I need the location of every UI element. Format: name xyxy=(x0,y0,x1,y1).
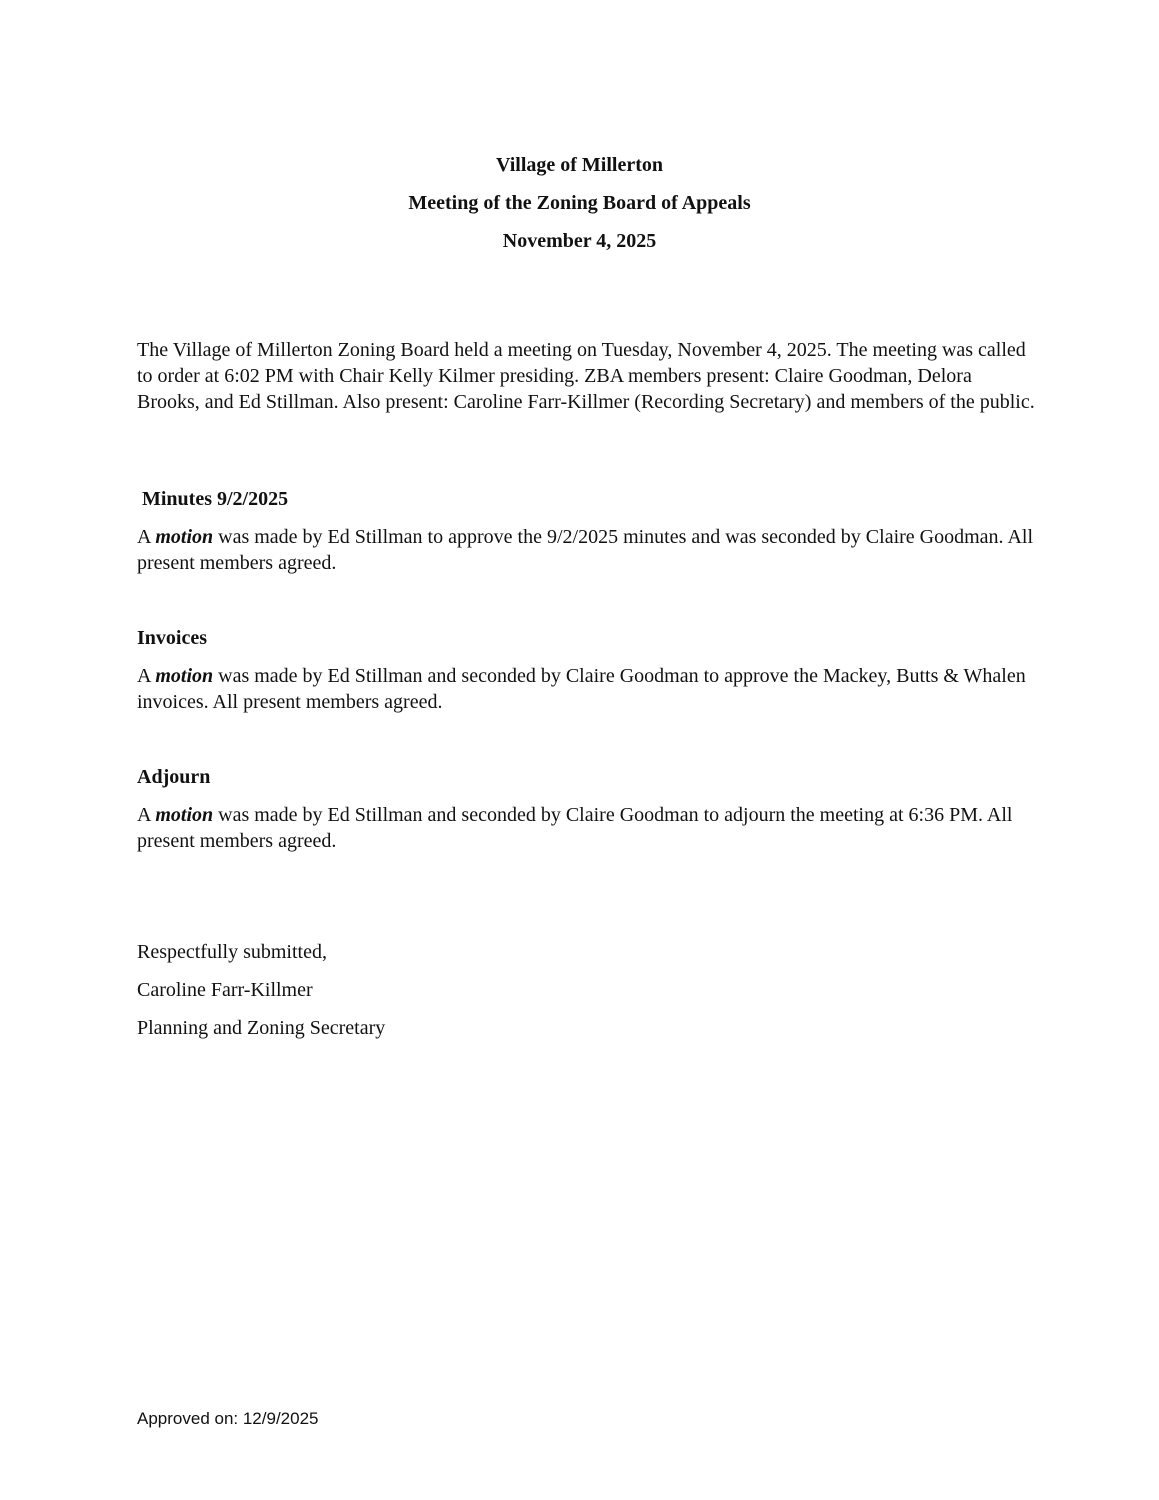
title-date: November 4, 2025 xyxy=(502,230,657,252)
signature-title: Planning and Zoning Secretary xyxy=(137,1017,386,1039)
motion-text: was made by Ed Stillman and seconded by Claire Goodman to approve the Mackey, Butts & Whalen invoices. All present members agreed. xyxy=(137,665,1026,713)
motion-keyword: motion xyxy=(155,526,214,548)
motion-keyword: motion xyxy=(155,804,214,826)
motion-lead: A xyxy=(137,526,151,548)
section-heading-minutes: Minutes 9/2/2025 xyxy=(142,488,289,510)
motion-keyword: motion xyxy=(155,665,214,687)
motion-text: was made by Ed Stillman and seconded by Claire Goodman to adjourn the meeting at 6:36 PM. All present members agreed. xyxy=(137,804,1013,852)
section-paragraph-adjourn xyxy=(137,802,1037,854)
section-heading-invoices: Invoices xyxy=(137,627,207,649)
section-heading-adjourn: Adjourn xyxy=(137,766,211,788)
document-title-block xyxy=(0,146,1159,260)
section-paragraph-invoices xyxy=(137,663,1037,715)
signature-name: Caroline Farr-Killmer xyxy=(137,979,313,1001)
motion-text: was made by Ed Stillman to approve the 9/2/2025 minutes and was seconded by Claire Goodman. All present members agreed. xyxy=(137,526,1033,574)
section-paragraph-minutes xyxy=(137,524,1037,576)
approved-date: Approved on: 12/9/2025 xyxy=(137,1409,319,1428)
title-village: Village of Millerton xyxy=(496,154,663,176)
title-meeting: Meeting of the Zoning Board of Appeals xyxy=(408,192,751,214)
intro-paragraph: The Village of Millerton Zoning Board held a meeting on Tuesday, November 4, 2025. The meeting was called to order at 6:02 PM with Chair Kelly Kilmer presiding. ZBA members present: Claire Goodman, Delora Brooks, and Ed Stillman. Also present: Caroline Farr-Killmer (Recording Secretary) and members of the public. xyxy=(137,339,1035,413)
signature-closing: Respectfully submitted, xyxy=(137,941,327,963)
motion-lead: A xyxy=(137,804,151,826)
motion-lead: A xyxy=(137,665,151,687)
